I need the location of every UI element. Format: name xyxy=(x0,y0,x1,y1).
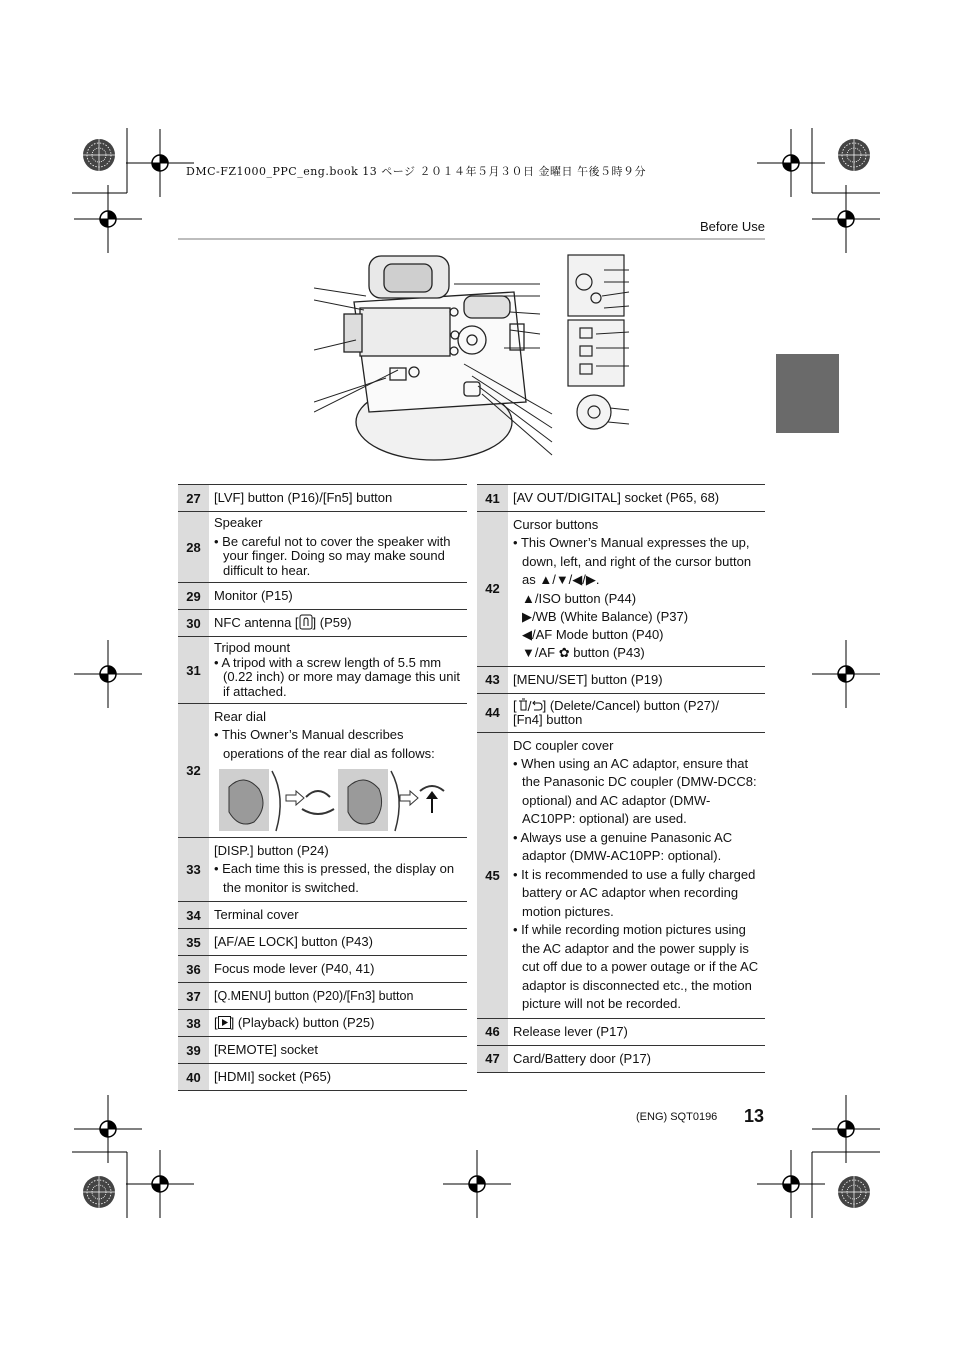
item-text: [LVF] button (P16)/[Fn5] button xyxy=(209,485,467,512)
item-number: 37 xyxy=(178,983,209,1010)
item-text: Terminal cover xyxy=(209,902,467,929)
item-text-part: NFC antenna [ xyxy=(214,615,299,630)
item-number: 27 xyxy=(178,485,209,512)
table-row xyxy=(178,485,467,512)
item-number: 36 xyxy=(178,956,209,983)
item-text: Speaker • Be careful not to cover the speaker with your finger. Doing so may make sound difficult to hear. xyxy=(209,512,467,583)
item-text: Tripod mount • A tripod with a screw length of 5.5 mm (0.22 inch) or more may damage this unit if attached. xyxy=(209,637,467,704)
item-text-part: ] (Playback) button (P25) xyxy=(230,1015,375,1030)
parts-table-right xyxy=(477,484,765,1073)
item-title: Cursor buttons xyxy=(513,517,599,532)
item-title: DC coupler cover xyxy=(513,737,614,753)
item-bullet: When using an AC adaptor, ensure that the Panasonic DC coupler (DMW-DCC8: optional) and AC adaptor (DMW-AC10PP: optional) are used. xyxy=(521,755,757,826)
item-text: Focus mode lever (P40, 41) xyxy=(209,956,467,983)
header-rule xyxy=(178,238,765,240)
footer-code: (ENG) SQT0196 xyxy=(636,1111,718,1123)
item-number: 41 xyxy=(477,485,508,512)
item-title: [DISP.] button (P24) xyxy=(214,843,329,858)
item-bullet: Always use a genuine Panasonic AC adaptor (DMW-AC10PP: optional). xyxy=(520,829,733,863)
cursor-af-macro-line xyxy=(513,644,759,662)
item-bullet: This Owner’s Manual describes operations of the rear dial as follows: xyxy=(221,727,435,761)
item-text-part: [ xyxy=(513,697,517,713)
item-text-part: button (P43) xyxy=(569,644,645,660)
item-number: 34 xyxy=(178,902,209,929)
item-bullet: If while recording motion pictures using the AC adaptor and the power supply is cut off due to a power outage or if the AC adaptor is disconnected etc., the motion picture will not be recorded. xyxy=(521,922,759,1011)
table-row xyxy=(178,1010,467,1037)
item-number: 47 xyxy=(477,1045,508,1072)
macro-flower-icon: ✿ xyxy=(558,644,570,660)
item-number: 39 xyxy=(178,1037,209,1064)
item-text: [MENU/SET] button (P19) xyxy=(508,666,765,693)
item-bullet: Be careful not to cover the speaker with your finger. Doing so may make sound difficult to hear. xyxy=(222,533,451,578)
item-text: Rear dial • This Owner’s Manual describes operations of the rear dial as follows: xyxy=(209,704,467,838)
item-title: Rear dial xyxy=(214,709,267,724)
item-text xyxy=(209,1010,467,1037)
item-number: 33 xyxy=(178,838,209,902)
item-bullet: Each time this is pressed, the display on the monitor is switched. xyxy=(222,861,455,895)
item-text xyxy=(508,693,765,732)
table-row xyxy=(477,732,765,1018)
item-text: Card/Battery door (P17) xyxy=(508,1045,765,1072)
item-text: [DISP.] button (P24) • Each time this is pressed, the display on the monitor is switched. xyxy=(209,838,467,902)
item-text: Release lever (P17) xyxy=(508,1018,765,1045)
item-text-part: ] (Delete/Cancel) button (P27)/ xyxy=(542,697,719,713)
item-text: [Q.MENU] button (P20)/[Fn3] button xyxy=(209,983,467,1010)
item-bullet: It is recommended to use a fully charged battery or AC adaptor when recording motion pictures. xyxy=(521,866,756,919)
nfc-touch-icon xyxy=(299,614,313,630)
item-text: [AV OUT/DIGITAL] socket (P65, 68) xyxy=(508,485,765,512)
table-row xyxy=(178,956,467,983)
playback-icon xyxy=(218,1016,231,1029)
item-text: [AF/AE LOCK] button (P43) xyxy=(209,929,467,956)
item-text: Monitor (P15) xyxy=(209,583,467,610)
item-number: 29 xyxy=(178,583,209,610)
table-row xyxy=(178,929,467,956)
item-text-part: [Fn4] button xyxy=(513,712,583,727)
camera-rear-illustration xyxy=(314,252,634,467)
table-row xyxy=(178,637,467,704)
item-text-part: [ xyxy=(214,1015,218,1030)
item-number: 40 xyxy=(178,1064,209,1091)
item-number: 46 xyxy=(477,1018,508,1045)
item-text: DC coupler cover • When using an AC adaptor, ensure that the Panasonic DC coupler (DMW-DCC8: optional) and AC adaptor (DMW-AC10PP: optional) are used. • Always use a genuine Panasonic AC adaptor (DMW-AC10PP: optional). • It is recommended to use a fully charged battery or AC adaptor when recording motion pictures. • If while recording motion pictures using the AC adaptor and the power supply is cut off due to a power outage or if the AC adaptor is disconnected etc., the motion picture will not be recorded. xyxy=(508,732,765,1018)
section-label: Before Use xyxy=(699,219,765,234)
item-number: 32 xyxy=(178,704,209,838)
table-row xyxy=(178,610,467,637)
item-number: 31 xyxy=(178,637,209,704)
item-number: 38 xyxy=(178,1010,209,1037)
item-number: 42 xyxy=(477,512,508,667)
table-row xyxy=(178,1037,467,1064)
table-row xyxy=(477,1018,765,1045)
item-number: 30 xyxy=(178,610,209,637)
rear-dial-illustration xyxy=(214,767,454,833)
table-row xyxy=(178,983,467,1010)
item-text: [REMOTE] socket xyxy=(209,1037,467,1064)
item-number: 44 xyxy=(477,693,508,732)
table-row xyxy=(178,512,467,583)
item-number: 28 xyxy=(178,512,209,583)
item-number: 35 xyxy=(178,929,209,956)
item-bullet: This Owner’s Manual expresses the up, down, left, and right of the cursor button as ▲/▼/◀/▶. xyxy=(520,535,752,587)
item-text: [HDMI] socket (P65) xyxy=(209,1064,467,1091)
table-row xyxy=(477,485,765,512)
item-text xyxy=(209,610,467,637)
table-row xyxy=(178,704,467,838)
cursor-af-mode-line: ◀/AF Mode button (P40) xyxy=(522,626,664,642)
table-row xyxy=(178,1064,467,1091)
table-row xyxy=(477,666,765,693)
item-bullet: A tripod with a screw length of 5.5 mm (0.22 inch) or more may damage this unit if attached. xyxy=(221,654,460,699)
item-text: Cursor buttons • This Owner’s Manual expresses the up, down, left, and right of the cursor button as ▲/▼/◀/▶. ▲/ISO button (P44) ▶/WB (White Balance) (P37) ◀/AF Mode button (P40) ▼/AF ✿ button (P43) xyxy=(508,512,765,667)
item-number: 45 xyxy=(477,732,508,1018)
table-row xyxy=(178,583,467,610)
item-title: Tripod mount xyxy=(214,640,291,655)
delete-cancel-icon xyxy=(517,698,543,712)
item-number: 43 xyxy=(477,666,508,693)
table-row xyxy=(178,838,467,902)
page-number: 13 xyxy=(744,1106,765,1126)
table-row xyxy=(178,902,467,929)
table-row xyxy=(477,512,765,667)
table-row xyxy=(477,693,765,732)
table-row xyxy=(477,1045,765,1072)
item-text-part: ▼/AF xyxy=(522,644,559,660)
chapter-tab xyxy=(776,354,839,433)
print-header: DMC-FZ1000_PPC_eng.book 13 ページ ２０１４年５月３０日 金曜日 午後５時９分 xyxy=(186,165,647,178)
cursor-iso-line: ▲/ISO button (P44) xyxy=(522,590,637,606)
cursor-wb-line: ▶/WB (White Balance) (P37) xyxy=(522,608,689,624)
item-text-part: ] (P59) xyxy=(312,615,352,630)
parts-table-left xyxy=(178,484,467,1091)
item-title: Speaker xyxy=(214,515,263,530)
